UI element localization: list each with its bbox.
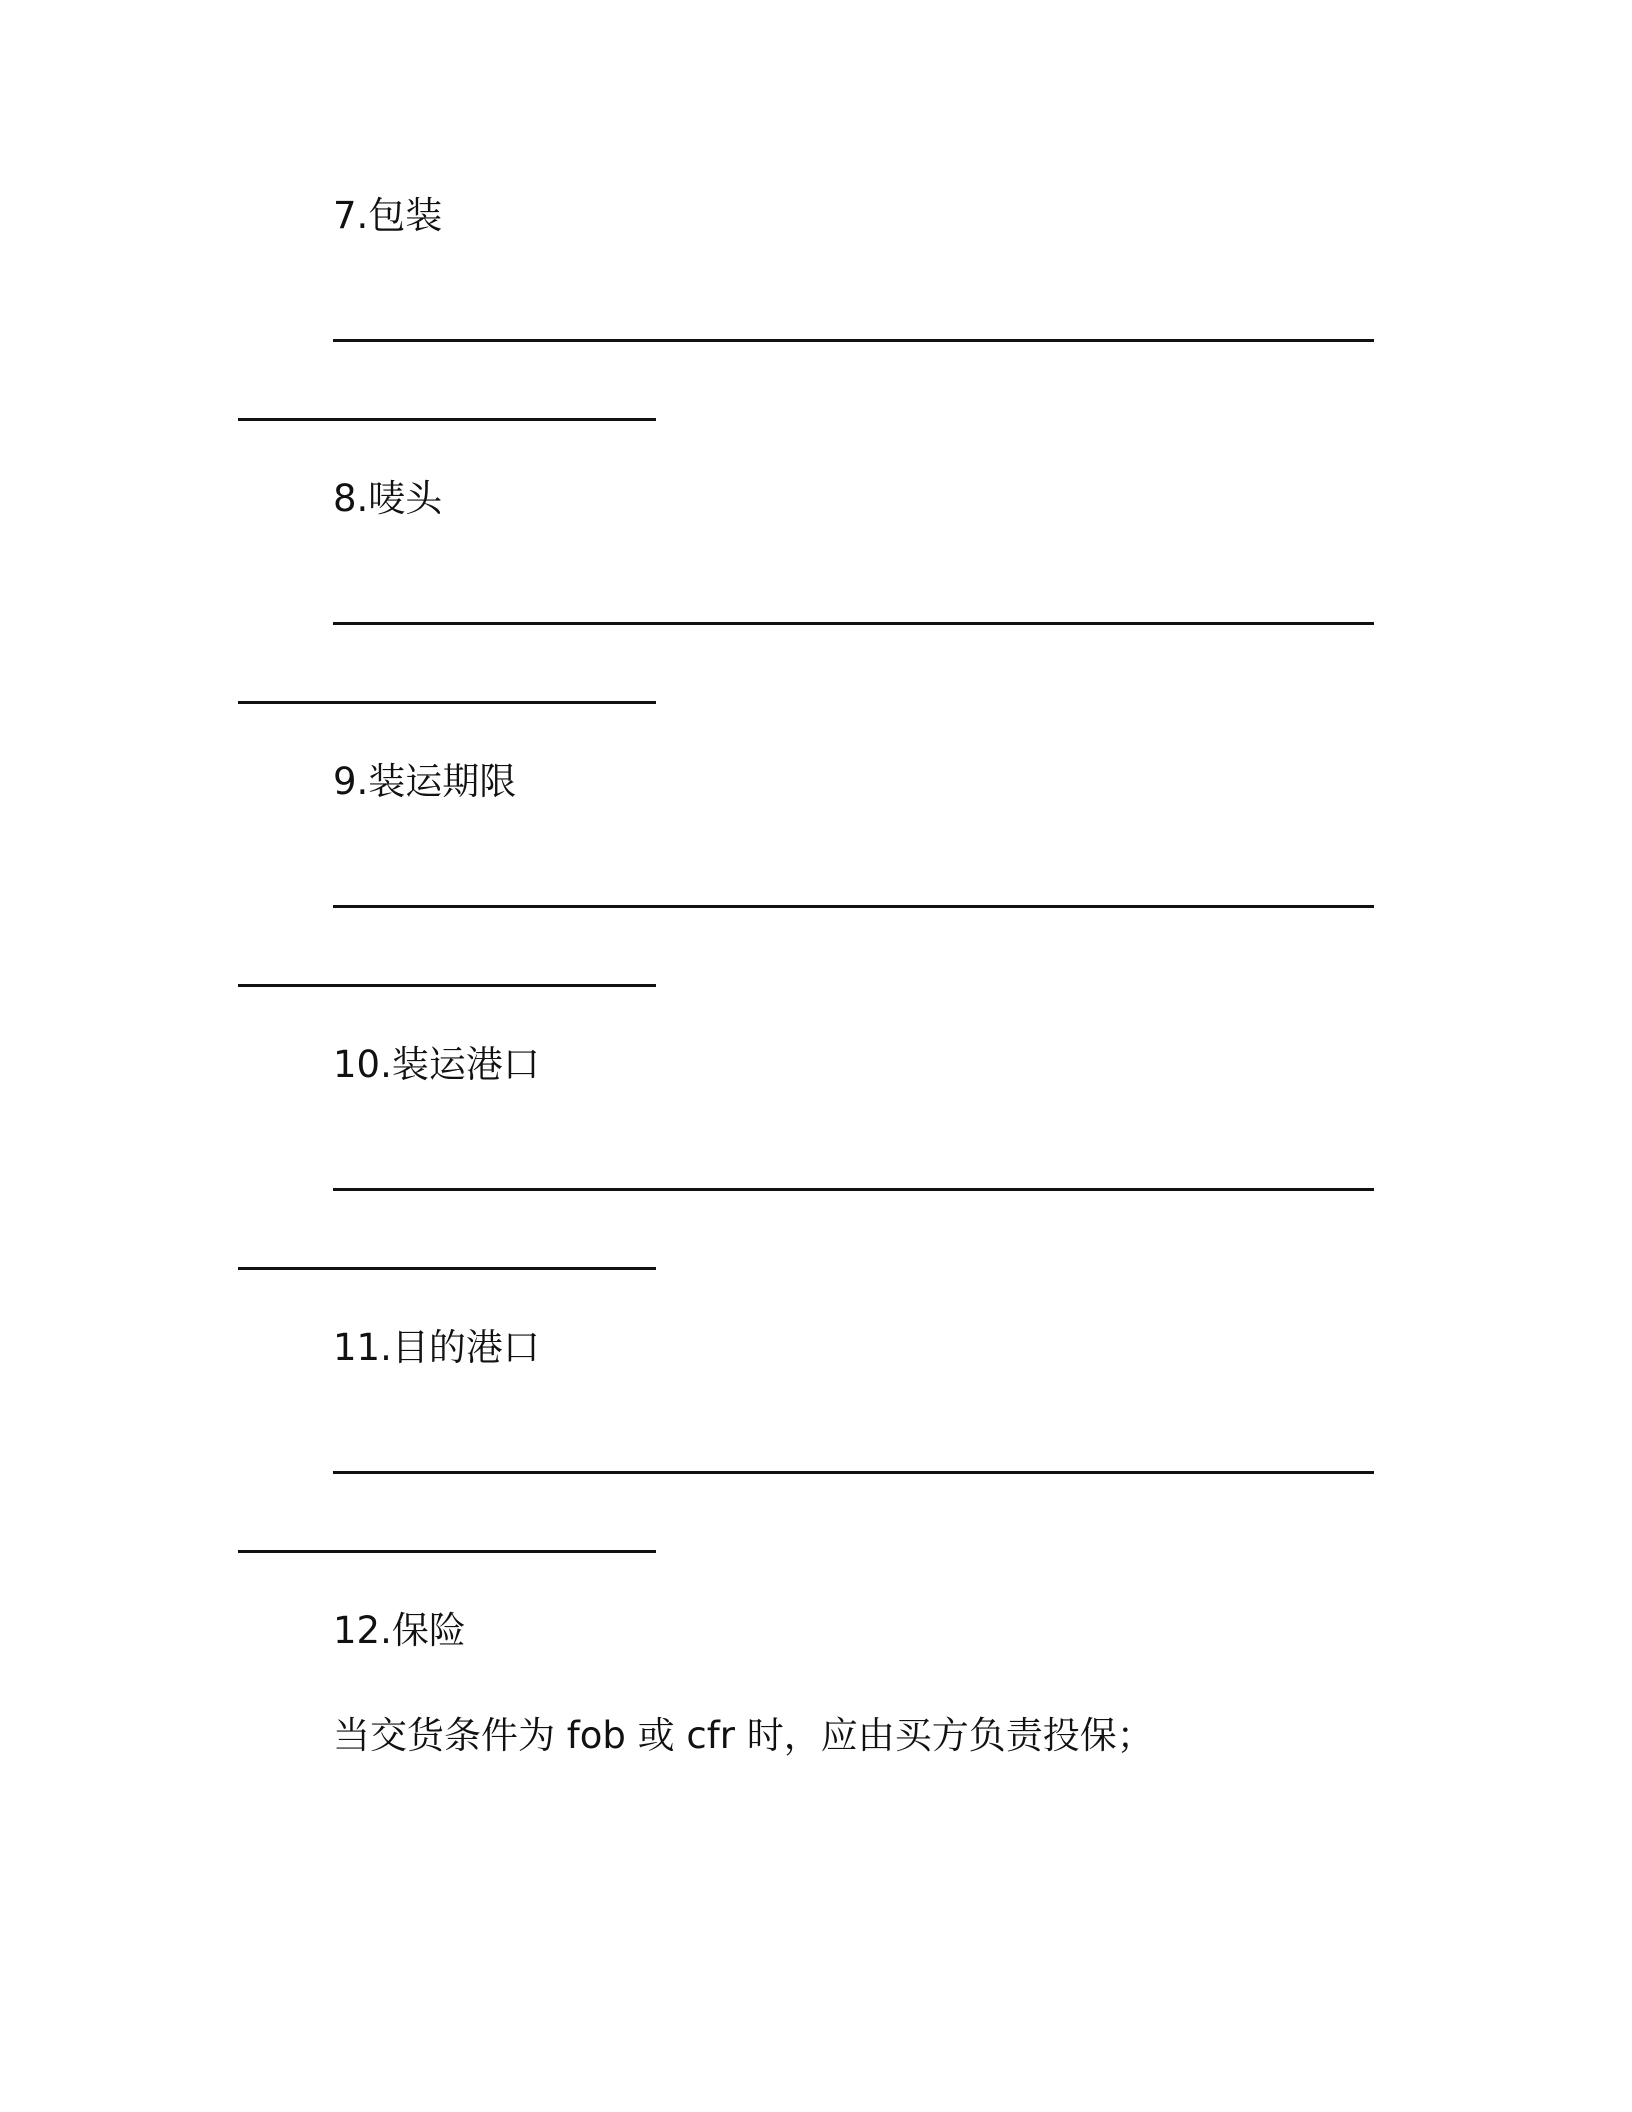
fill-in-line-continuation: [238, 701, 656, 704]
section-heading-insurance: 12.保险: [333, 1609, 466, 1652]
section-heading-shipping-marks: 8.唛头: [333, 477, 443, 520]
fill-in-line-continuation: [238, 1550, 656, 1553]
fill-in-line: [333, 339, 1374, 342]
fill-in-line-continuation: [238, 418, 656, 421]
fill-in-line: [333, 1188, 1374, 1191]
section-heading-packaging: 7.包装: [333, 194, 443, 237]
fill-in-line: [333, 622, 1374, 625]
fill-in-line: [333, 1471, 1374, 1474]
insurance-paragraph: 当交货条件为 fob 或 cfr 时，应由买方负责投保；: [333, 1714, 1154, 1757]
section-heading-port-of-destination: 11.目的港口: [333, 1326, 540, 1369]
section-heading-port-of-loading: 10.装运港口: [333, 1043, 540, 1086]
fill-in-line: [333, 905, 1374, 908]
fill-in-line-continuation: [238, 1267, 656, 1270]
fill-in-line-continuation: [238, 984, 656, 987]
section-heading-shipment-period: 9.装运期限: [333, 760, 517, 803]
